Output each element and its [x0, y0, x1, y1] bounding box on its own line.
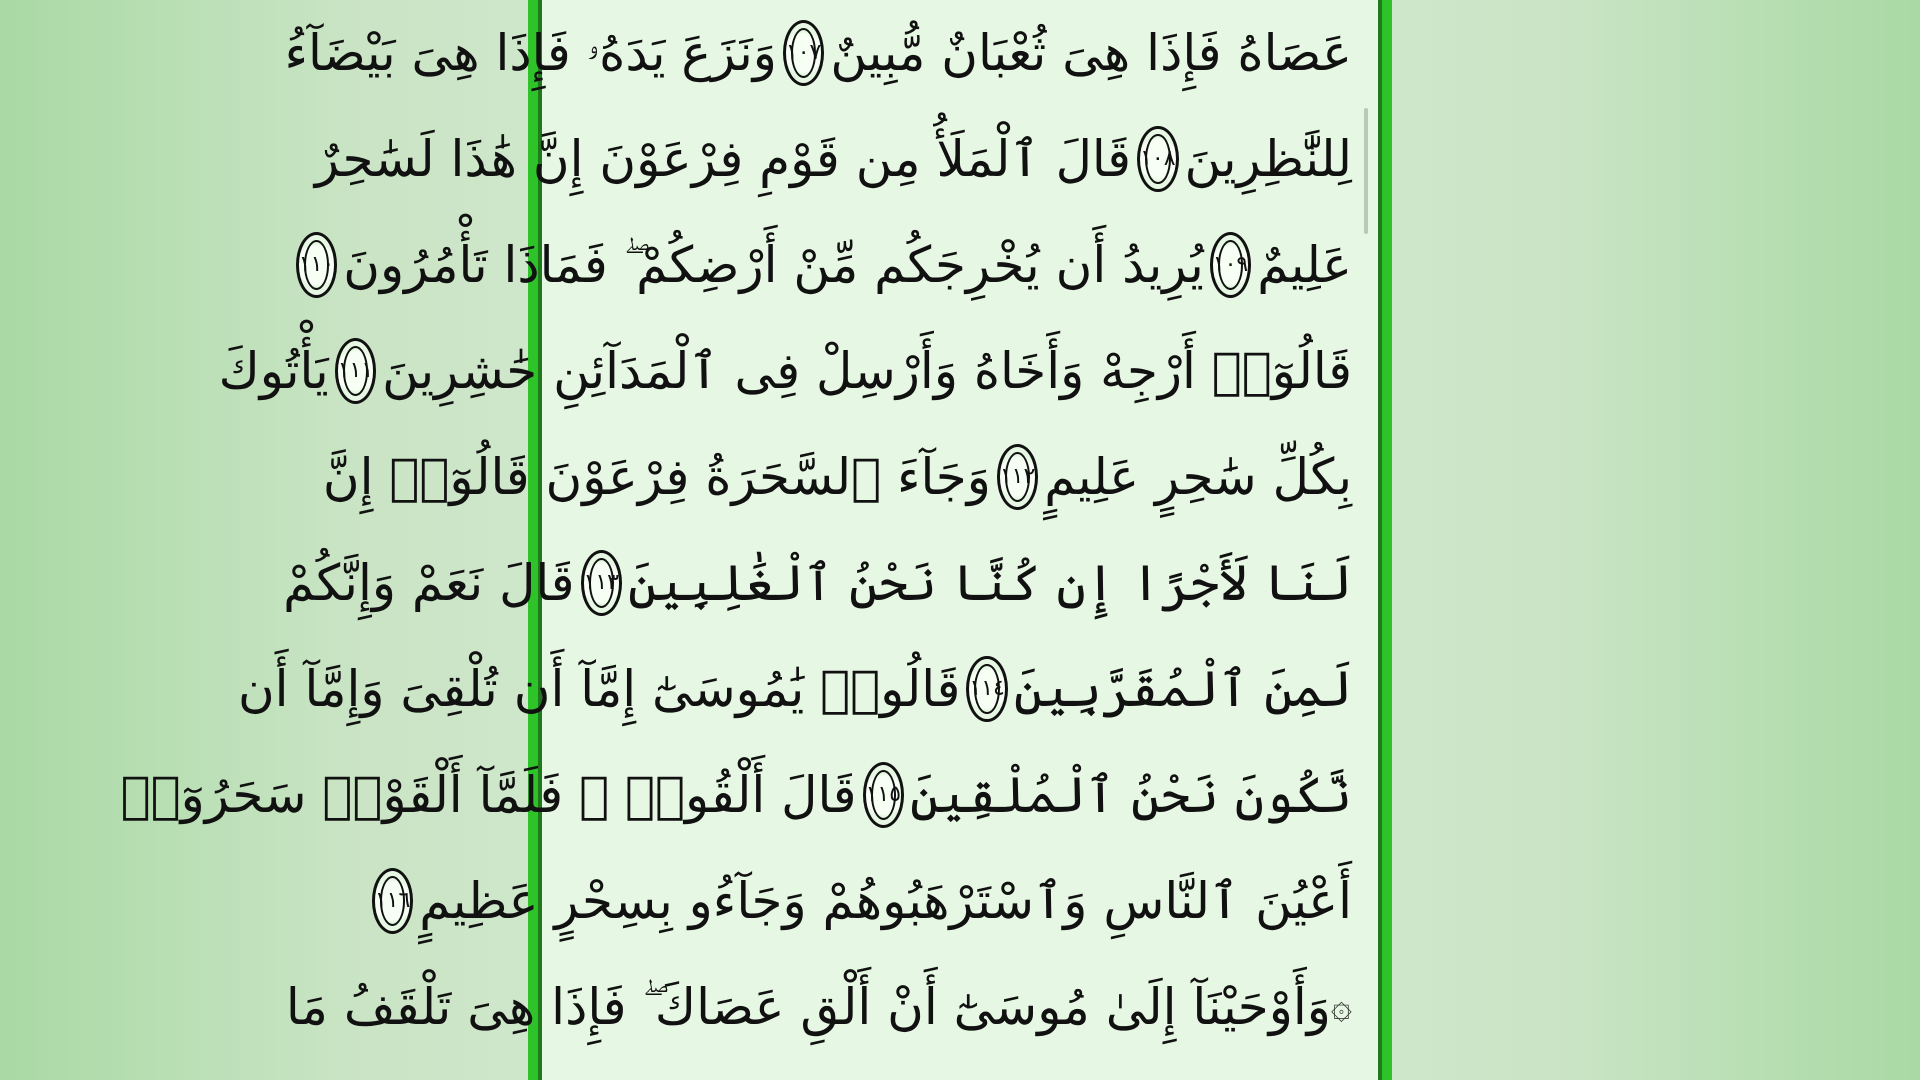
verse-line [120, 742, 1352, 848]
ayah-number-marker [581, 550, 622, 616]
ayah-number: ١١٦ [374, 888, 411, 913]
ayah-number-marker [1137, 126, 1178, 192]
ayah-number: ١٠٧ [785, 40, 822, 65]
verse-text: يَأْتُوكَ [218, 342, 329, 400]
ayah-number: ١١٤ [969, 676, 1005, 701]
verse-text: أَعْيُنَ ٱلنَّاسِ وَٱسْتَرْهَبُوهُمْ وَجَآءُو بِسِحْرٍ عَظِيمٍ [419, 872, 1352, 930]
verse-line [284, 0, 1352, 106]
verse-line [283, 530, 1352, 636]
ayah-number: ١٠٨ [1140, 146, 1176, 171]
verse-text: عَلِيمٌ [1257, 236, 1352, 294]
mushaf-page [120, 0, 1392, 1080]
ayah-number-marker [966, 656, 1007, 722]
verse-text: لَنَا لَأَجْرًا إِن كُنَّا نَحْنُ ٱلْغَٰلِبِينَ [628, 554, 1352, 612]
verse-line [314, 106, 1352, 212]
verse-line [298, 212, 1352, 318]
verse-lines [120, 0, 1352, 1080]
ayah-number: ١١٥ [865, 782, 902, 807]
verse-text: قَالُوا۟ يَٰمُوسَىٰٓ إِمَّآ أَن تُلْقِىَ وَإِمَّآ أَن [237, 660, 961, 718]
verse-text: قَالُوٓا۟ أَرْجِهْ وَأَخَاهُ وَأَرْسِلْ فِى ٱلْمَدَآئِنِ حَٰشِرِينَ [382, 342, 1352, 400]
ayah-number: ١١٠ [298, 252, 335, 277]
verse-line [237, 636, 1352, 742]
verse-text: لِلنَّٰظِرِينَ [1184, 130, 1352, 188]
verse-text: بِكُلِّ سَٰحِرٍ عَلِيمٍ [1044, 448, 1352, 506]
verse-text: قَالَ نَعَمْ وَإِنَّكُمْ [283, 554, 575, 612]
ayah-number-marker [372, 868, 413, 934]
rub-el-hizb-icon: ۞ [1330, 986, 1352, 1027]
ayah-number: ١١٣ [583, 570, 619, 595]
verse-text: لَمِنَ ٱلْمُقَرَّبِينَ [1013, 660, 1352, 718]
verse-text: قَالَ ٱلْمَلَأُ مِن قَوْمِ فِرْعَوْنَ إِنَّ هَٰذَا لَسَٰحِرٌ [314, 130, 1132, 188]
ayah-number-marker [1210, 232, 1251, 298]
verse-text: قَالَ أَلْقُوا۟ ۖ فَلَمَّآ أَلْقَوْا۟ سَحَرُوٓا۟ [120, 766, 857, 824]
scrollbar-thumb[interactable] [1364, 108, 1368, 234]
verse-text: وَأَوْحَيْنَآ إِلَىٰ مُوسَىٰٓ أَنْ أَلْقِ عَصَاكَ ۖ فَإِذَا هِىَ تَلْقَفُ مَا [285, 978, 1331, 1036]
ayah-number: ١٠٩ [1212, 252, 1249, 277]
verse-line [374, 848, 1352, 954]
ayah-number: ١١١ [337, 358, 374, 383]
verse-text: وَجَآءَ ٱلسَّحَرَةُ فِرْعَوْنَ قَالُوٓا۟ إِنَّ [322, 448, 991, 506]
verse-text: نَّكُونَ نَحْنُ ٱلْمُلْقِينَ [910, 766, 1352, 824]
verse-line [285, 954, 1352, 1060]
ayah-number-marker [863, 762, 904, 828]
verse-line [322, 424, 1352, 530]
ayah-number: ١١٢ [999, 464, 1036, 489]
verse-line [218, 318, 1352, 424]
verse-text: وَنَزَعَ يَدَهُۥ فَإِذَا هِىَ بَيْضَآءُ [284, 24, 777, 82]
verse-text: عَصَاهُ فَإِذَا هِىَ ثُعْبَانٌ مُّبِينٌ [830, 24, 1352, 82]
ayah-number-marker [997, 444, 1038, 510]
ayah-number-marker [783, 20, 824, 86]
ayah-number-marker [296, 232, 337, 298]
ayah-number-marker [335, 338, 376, 404]
verse-text: يُرِيدُ أَن يُخْرِجَكُم مِّنْ أَرْضِكُمْ ۖ فَمَاذَا تَأْمُرُونَ [343, 236, 1204, 294]
